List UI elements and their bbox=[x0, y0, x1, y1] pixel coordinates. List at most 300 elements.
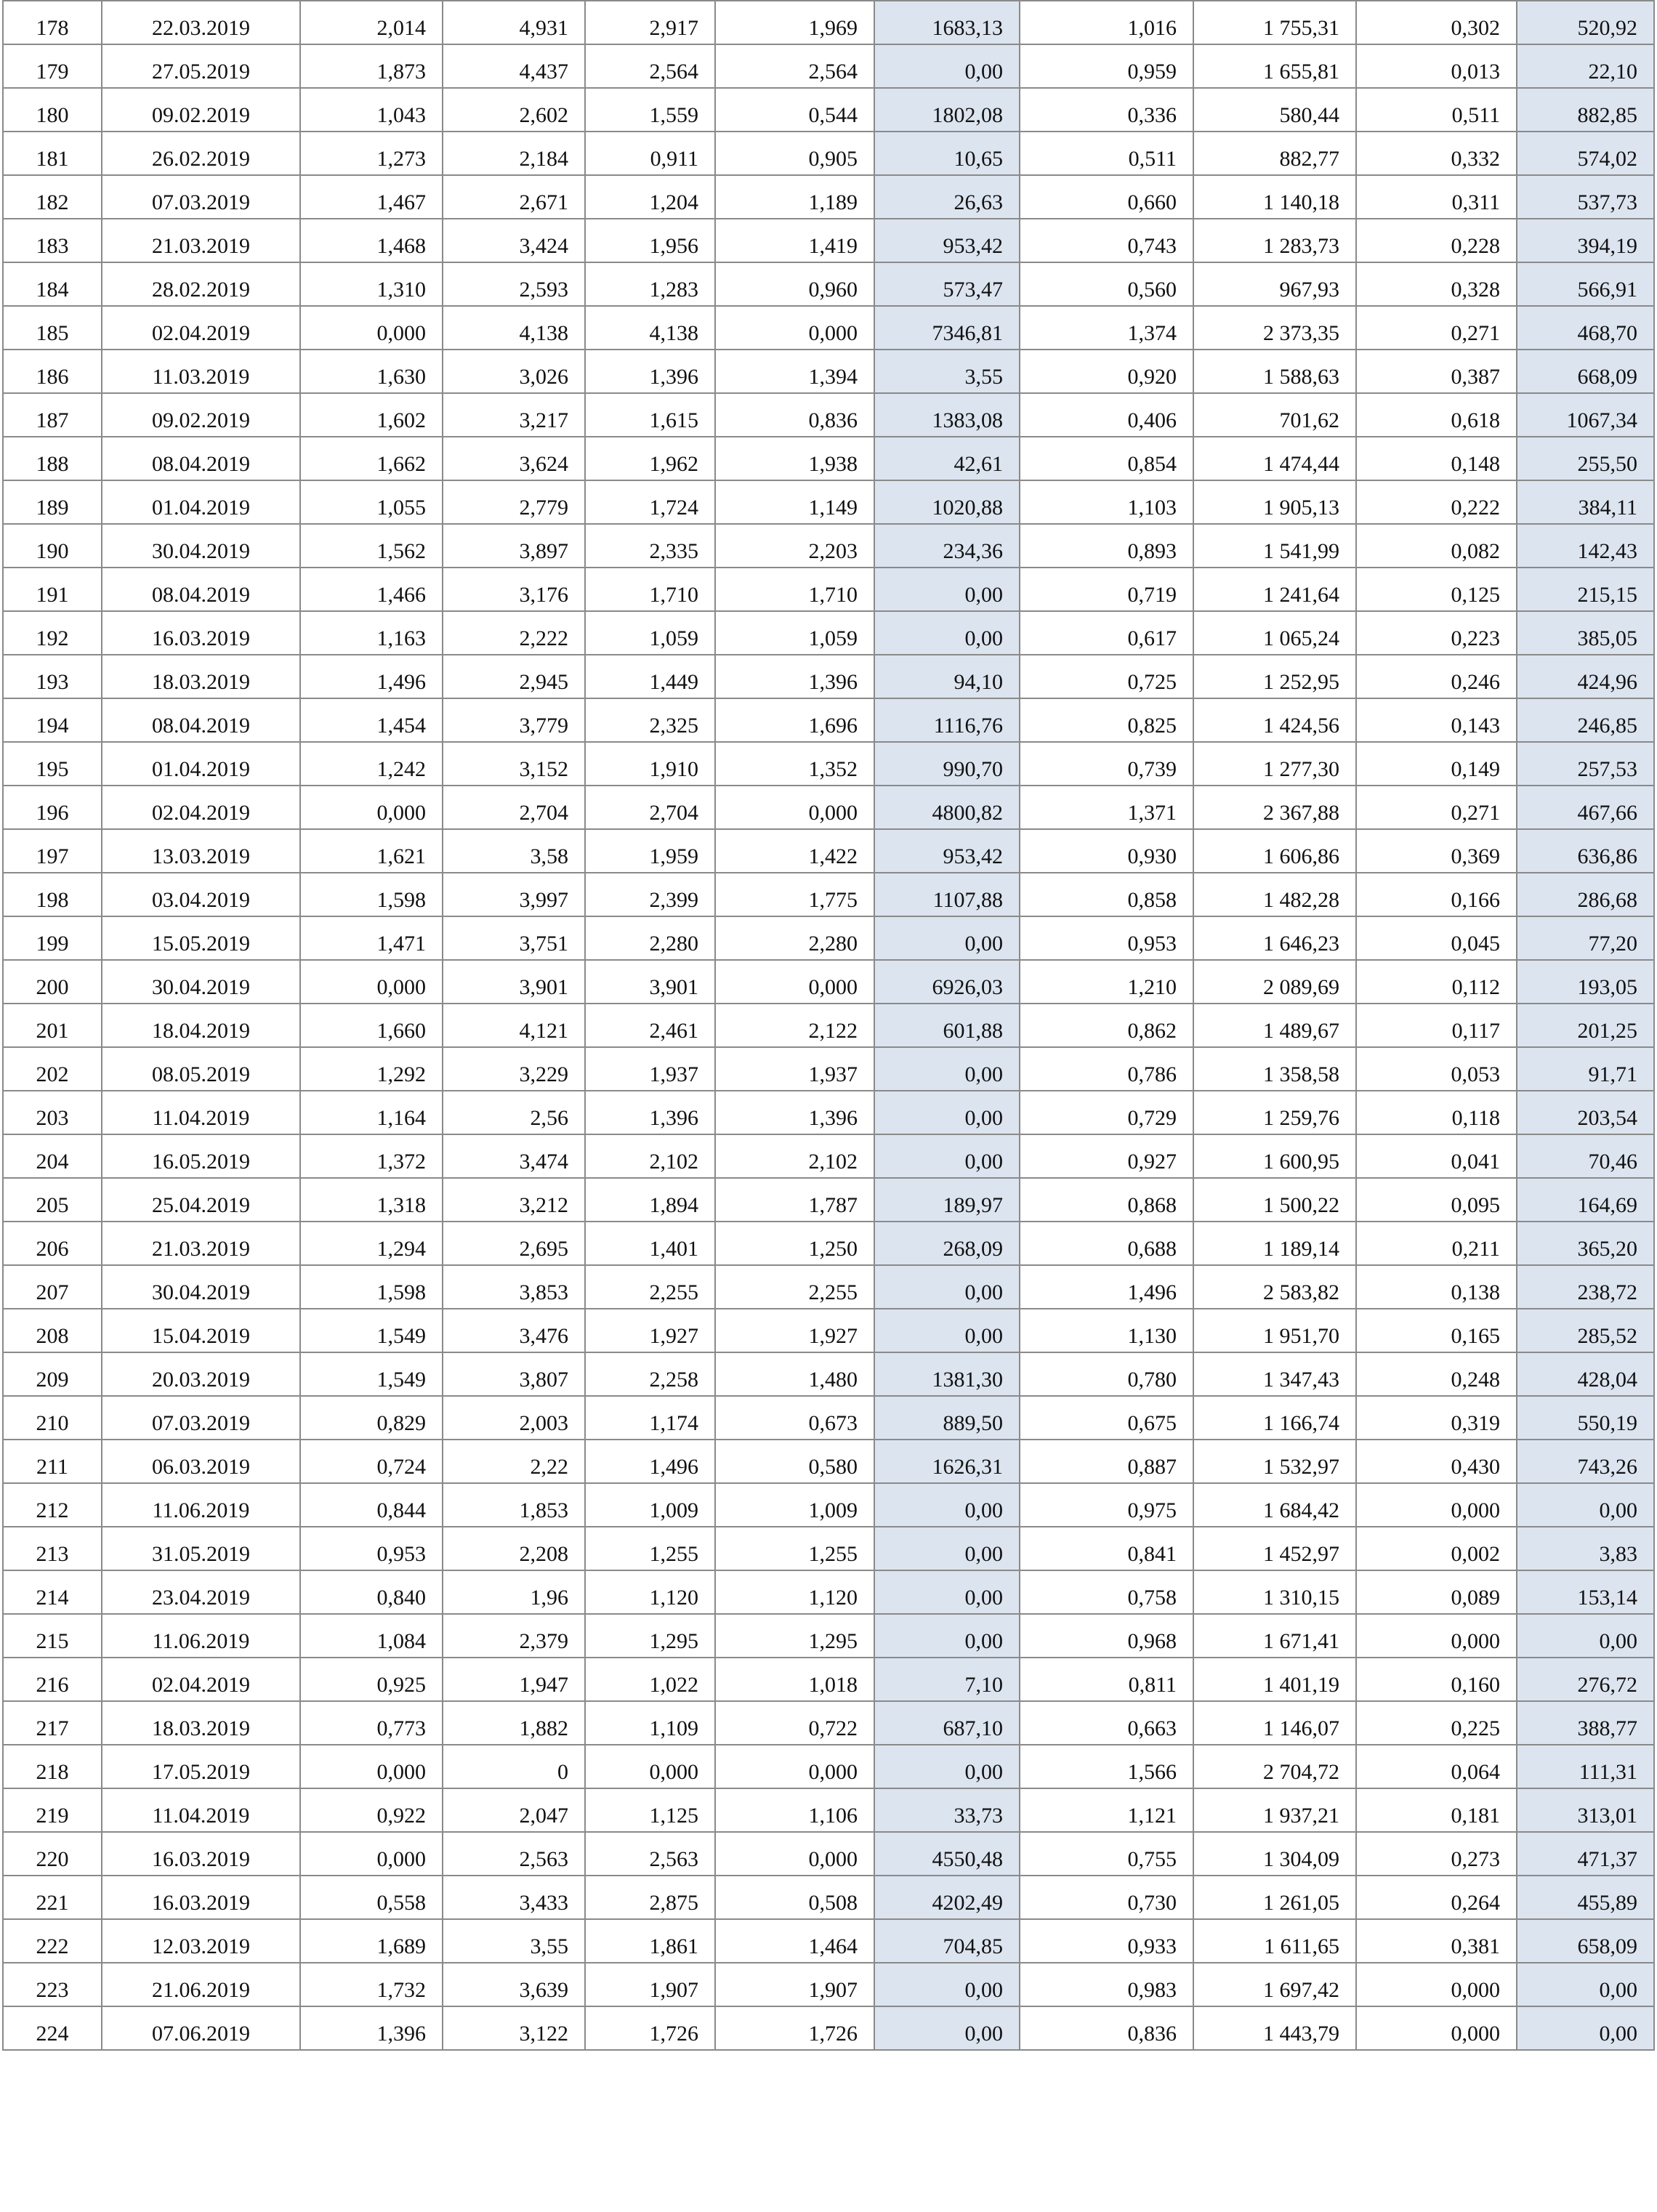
cell-col-e: 1,401 bbox=[585, 1222, 715, 1265]
cell-col-f: 1,352 bbox=[715, 742, 874, 786]
cell-col-f: 1,106 bbox=[715, 1788, 874, 1832]
cell-col-k: 257,53 bbox=[1517, 742, 1654, 786]
cell-col-e: 2,335 bbox=[585, 524, 715, 568]
table-row bbox=[3, 2006, 1654, 2050]
cell-col-g: 573,47 bbox=[874, 262, 1020, 306]
cell-col-c: 2,014 bbox=[300, 1, 443, 44]
table-row bbox=[3, 1963, 1654, 2006]
cell-col-i: 1 283,73 bbox=[1193, 219, 1356, 262]
cell-col-j: 0,125 bbox=[1356, 568, 1517, 611]
cell-col-i: 967,93 bbox=[1193, 262, 1356, 306]
cell-col-g: 189,97 bbox=[874, 1178, 1020, 1222]
cell-col-k: 428,04 bbox=[1517, 1352, 1654, 1396]
cell-col-d: 3,639 bbox=[443, 1963, 585, 2006]
cell-col-h: 0,953 bbox=[1020, 916, 1193, 960]
cell-col-j: 0,223 bbox=[1356, 611, 1517, 655]
cell-col-j: 0,369 bbox=[1356, 829, 1517, 873]
cell-date: 28.02.2019 bbox=[102, 262, 300, 306]
cell-col-f: 0,000 bbox=[715, 786, 874, 829]
cell-col-j: 0,319 bbox=[1356, 1396, 1517, 1440]
cell-col-f: 1,250 bbox=[715, 1222, 874, 1265]
cell-col-e: 1,449 bbox=[585, 655, 715, 698]
cell-col-g: 1683,13 bbox=[874, 1, 1020, 44]
cell-col-k: 77,20 bbox=[1517, 916, 1654, 960]
table-row bbox=[3, 88, 1654, 132]
cell-col-c: 1,084 bbox=[300, 1614, 443, 1658]
cell-col-i: 1 684,42 bbox=[1193, 1483, 1356, 1527]
table-row bbox=[3, 829, 1654, 873]
cell-col-e: 2,917 bbox=[585, 1, 715, 44]
cell-col-h: 0,663 bbox=[1020, 1701, 1193, 1745]
table-row bbox=[3, 611, 1654, 655]
cell-col-e: 2,563 bbox=[585, 1832, 715, 1876]
cell-col-k: 388,77 bbox=[1517, 1701, 1654, 1745]
cell-col-h: 1,121 bbox=[1020, 1788, 1193, 1832]
cell-col-k: 668,09 bbox=[1517, 350, 1654, 393]
cell-col-j: 0,089 bbox=[1356, 1570, 1517, 1614]
cell-col-i: 1 541,99 bbox=[1193, 524, 1356, 568]
cell-col-i: 1 347,43 bbox=[1193, 1352, 1356, 1396]
cell-col-g: 4800,82 bbox=[874, 786, 1020, 829]
cell-col-i: 1 065,24 bbox=[1193, 611, 1356, 655]
cell-col-g: 42,61 bbox=[874, 437, 1020, 480]
table-row bbox=[3, 1440, 1654, 1483]
cell-col-j: 0,064 bbox=[1356, 1745, 1517, 1788]
cell-col-g: 7,10 bbox=[874, 1658, 1020, 1701]
cell-col-h: 0,983 bbox=[1020, 1963, 1193, 2006]
cell-col-f: 1,938 bbox=[715, 437, 874, 480]
cell-col-c: 0,000 bbox=[300, 786, 443, 829]
cell-col-g: 0,00 bbox=[874, 1963, 1020, 2006]
cell-col-f: 0,000 bbox=[715, 1745, 874, 1788]
cell-row-number: 220 bbox=[3, 1832, 102, 1876]
cell-col-g: 234,36 bbox=[874, 524, 1020, 568]
cell-col-k: 455,89 bbox=[1517, 1876, 1654, 1919]
cell-col-i: 882,77 bbox=[1193, 132, 1356, 175]
cell-col-k: 22,10 bbox=[1517, 44, 1654, 88]
cell-col-j: 0,228 bbox=[1356, 219, 1517, 262]
cell-col-d: 3,424 bbox=[443, 219, 585, 262]
cell-col-c: 1,163 bbox=[300, 611, 443, 655]
cell-col-j: 0,430 bbox=[1356, 1440, 1517, 1483]
cell-row-number: 211 bbox=[3, 1440, 102, 1483]
cell-col-k: 566,91 bbox=[1517, 262, 1654, 306]
cell-col-d: 3,901 bbox=[443, 960, 585, 1004]
cell-col-e: 1,894 bbox=[585, 1178, 715, 1222]
cell-row-number: 190 bbox=[3, 524, 102, 568]
cell-col-h: 0,336 bbox=[1020, 88, 1193, 132]
cell-col-j: 0,112 bbox=[1356, 960, 1517, 1004]
cell-col-e: 1,109 bbox=[585, 1701, 715, 1745]
cell-col-g: 0,00 bbox=[874, 568, 1020, 611]
cell-col-h: 0,617 bbox=[1020, 611, 1193, 655]
table-row bbox=[3, 262, 1654, 306]
cell-col-e: 1,937 bbox=[585, 1047, 715, 1091]
cell-col-i: 2 089,69 bbox=[1193, 960, 1356, 1004]
cell-date: 30.04.2019 bbox=[102, 1265, 300, 1309]
cell-col-h: 0,811 bbox=[1020, 1658, 1193, 1701]
cell-col-h: 0,739 bbox=[1020, 742, 1193, 786]
cell-col-f: 1,009 bbox=[715, 1483, 874, 1527]
cell-col-d: 2,22 bbox=[443, 1440, 585, 1483]
cell-col-g: 0,00 bbox=[874, 2006, 1020, 2050]
cell-col-h: 0,854 bbox=[1020, 437, 1193, 480]
cell-col-j: 0,149 bbox=[1356, 742, 1517, 786]
cell-row-number: 210 bbox=[3, 1396, 102, 1440]
cell-col-c: 1,471 bbox=[300, 916, 443, 960]
table-row bbox=[3, 1658, 1654, 1701]
table-row bbox=[3, 306, 1654, 350]
cell-col-j: 0,000 bbox=[1356, 1483, 1517, 1527]
table-row bbox=[3, 1047, 1654, 1091]
cell-col-f: 1,696 bbox=[715, 698, 874, 742]
table-row bbox=[3, 1876, 1654, 1919]
cell-col-i: 1 474,44 bbox=[1193, 437, 1356, 480]
cell-col-h: 1,103 bbox=[1020, 480, 1193, 524]
table-row bbox=[3, 524, 1654, 568]
cell-date: 03.04.2019 bbox=[102, 873, 300, 916]
cell-col-d: 3,476 bbox=[443, 1309, 585, 1352]
cell-col-i: 1 452,97 bbox=[1193, 1527, 1356, 1570]
cell-col-h: 0,755 bbox=[1020, 1832, 1193, 1876]
table-row bbox=[3, 1527, 1654, 1570]
cell-col-f: 1,464 bbox=[715, 1919, 874, 1963]
cell-col-c: 0,922 bbox=[300, 1788, 443, 1832]
cell-col-d: 3,433 bbox=[443, 1876, 585, 1919]
cell-col-d: 3,229 bbox=[443, 1047, 585, 1091]
cell-col-k: 424,96 bbox=[1517, 655, 1654, 698]
cell-col-g: 94,10 bbox=[874, 655, 1020, 698]
cell-col-c: 1,689 bbox=[300, 1919, 443, 1963]
cell-col-h: 0,887 bbox=[1020, 1440, 1193, 1483]
cell-col-d: 3,176 bbox=[443, 568, 585, 611]
table-row bbox=[3, 1396, 1654, 1440]
cell-col-h: 0,786 bbox=[1020, 1047, 1193, 1091]
cell-col-e: 1,120 bbox=[585, 1570, 715, 1614]
cell-col-f: 1,927 bbox=[715, 1309, 874, 1352]
cell-col-k: 394,19 bbox=[1517, 219, 1654, 262]
table-row bbox=[3, 1832, 1654, 1876]
cell-col-h: 0,660 bbox=[1020, 175, 1193, 219]
cell-date: 07.06.2019 bbox=[102, 2006, 300, 2050]
cell-col-j: 0,117 bbox=[1356, 1004, 1517, 1047]
cell-row-number: 204 bbox=[3, 1134, 102, 1178]
cell-col-k: 0,00 bbox=[1517, 1483, 1654, 1527]
cell-col-e: 2,280 bbox=[585, 916, 715, 960]
cell-row-number: 203 bbox=[3, 1091, 102, 1134]
cell-date: 27.05.2019 bbox=[102, 44, 300, 88]
table-row bbox=[3, 175, 1654, 219]
cell-col-f: 1,394 bbox=[715, 350, 874, 393]
cell-row-number: 209 bbox=[3, 1352, 102, 1396]
cell-col-d: 3,217 bbox=[443, 393, 585, 437]
cell-col-f: 0,960 bbox=[715, 262, 874, 306]
cell-col-j: 0,225 bbox=[1356, 1701, 1517, 1745]
cell-col-e: 1,396 bbox=[585, 1091, 715, 1134]
cell-col-i: 1 655,81 bbox=[1193, 44, 1356, 88]
cell-col-h: 1,566 bbox=[1020, 1745, 1193, 1788]
table-row bbox=[3, 568, 1654, 611]
cell-row-number: 201 bbox=[3, 1004, 102, 1047]
cell-col-e: 2,255 bbox=[585, 1265, 715, 1309]
cell-col-i: 1 600,95 bbox=[1193, 1134, 1356, 1178]
cell-row-number: 221 bbox=[3, 1876, 102, 1919]
cell-row-number: 191 bbox=[3, 568, 102, 611]
cell-col-c: 0,558 bbox=[300, 1876, 443, 1919]
cell-date: 11.06.2019 bbox=[102, 1614, 300, 1658]
cell-col-e: 1,956 bbox=[585, 219, 715, 262]
cell-col-d: 4,931 bbox=[443, 1, 585, 44]
cell-col-d: 2,593 bbox=[443, 262, 585, 306]
cell-col-d: 2,704 bbox=[443, 786, 585, 829]
cell-col-g: 1116,76 bbox=[874, 698, 1020, 742]
cell-col-f: 2,564 bbox=[715, 44, 874, 88]
cell-date: 08.04.2019 bbox=[102, 698, 300, 742]
cell-col-c: 1,467 bbox=[300, 175, 443, 219]
table-body bbox=[3, 1, 1654, 2050]
cell-col-c: 1,372 bbox=[300, 1134, 443, 1178]
cell-col-c: 1,598 bbox=[300, 873, 443, 916]
cell-col-h: 0,841 bbox=[1020, 1527, 1193, 1570]
cell-date: 18.03.2019 bbox=[102, 1701, 300, 1745]
cell-col-i: 1 146,07 bbox=[1193, 1701, 1356, 1745]
cell-col-c: 1,496 bbox=[300, 655, 443, 698]
cell-col-k: 365,20 bbox=[1517, 1222, 1654, 1265]
cell-col-j: 0,273 bbox=[1356, 1832, 1517, 1876]
cell-col-e: 1,174 bbox=[585, 1396, 715, 1440]
cell-col-j: 0,002 bbox=[1356, 1527, 1517, 1570]
cell-col-h: 0,758 bbox=[1020, 1570, 1193, 1614]
cell-col-i: 1 588,63 bbox=[1193, 350, 1356, 393]
cell-col-d: 4,437 bbox=[443, 44, 585, 88]
cell-row-number: 196 bbox=[3, 786, 102, 829]
cell-col-h: 0,730 bbox=[1020, 1876, 1193, 1919]
cell-col-h: 0,825 bbox=[1020, 698, 1193, 742]
cell-col-k: 743,26 bbox=[1517, 1440, 1654, 1483]
cell-col-i: 580,44 bbox=[1193, 88, 1356, 132]
cell-col-g: 33,73 bbox=[874, 1788, 1020, 1832]
cell-col-h: 0,406 bbox=[1020, 393, 1193, 437]
cell-date: 01.04.2019 bbox=[102, 480, 300, 524]
cell-col-k: 193,05 bbox=[1517, 960, 1654, 1004]
cell-col-h: 0,743 bbox=[1020, 219, 1193, 262]
cell-row-number: 188 bbox=[3, 437, 102, 480]
cell-col-h: 0,675 bbox=[1020, 1396, 1193, 1440]
cell-col-d: 3,897 bbox=[443, 524, 585, 568]
cell-col-e: 1,125 bbox=[585, 1788, 715, 1832]
cell-col-i: 1 671,41 bbox=[1193, 1614, 1356, 1658]
cell-date: 08.04.2019 bbox=[102, 437, 300, 480]
cell-col-j: 0,148 bbox=[1356, 437, 1517, 480]
table-row bbox=[3, 698, 1654, 742]
cell-col-g: 4202,49 bbox=[874, 1876, 1020, 1919]
cell-date: 11.03.2019 bbox=[102, 350, 300, 393]
cell-col-d: 3,807 bbox=[443, 1352, 585, 1396]
table-row bbox=[3, 437, 1654, 480]
cell-col-c: 0,953 bbox=[300, 1527, 443, 1570]
cell-col-j: 0,165 bbox=[1356, 1309, 1517, 1352]
cell-row-number: 197 bbox=[3, 829, 102, 873]
cell-col-h: 0,933 bbox=[1020, 1919, 1193, 1963]
cell-col-e: 1,959 bbox=[585, 829, 715, 873]
cell-col-h: 1,210 bbox=[1020, 960, 1193, 1004]
cell-col-j: 0,387 bbox=[1356, 350, 1517, 393]
table-row bbox=[3, 1701, 1654, 1745]
cell-date: 16.03.2019 bbox=[102, 1832, 300, 1876]
cell-col-k: 537,73 bbox=[1517, 175, 1654, 219]
cell-col-e: 1,009 bbox=[585, 1483, 715, 1527]
cell-col-h: 0,893 bbox=[1020, 524, 1193, 568]
cell-col-j: 0,095 bbox=[1356, 1178, 1517, 1222]
cell-col-k: 550,19 bbox=[1517, 1396, 1654, 1440]
cell-col-i: 1 310,15 bbox=[1193, 1570, 1356, 1614]
cell-col-k: 0,00 bbox=[1517, 2006, 1654, 2050]
cell-col-c: 1,602 bbox=[300, 393, 443, 437]
cell-col-i: 1 646,23 bbox=[1193, 916, 1356, 960]
cell-col-h: 0,511 bbox=[1020, 132, 1193, 175]
cell-col-c: 1,164 bbox=[300, 1091, 443, 1134]
cell-col-c: 1,621 bbox=[300, 829, 443, 873]
cell-col-d: 3,026 bbox=[443, 350, 585, 393]
cell-col-f: 0,580 bbox=[715, 1440, 874, 1483]
cell-col-j: 0,248 bbox=[1356, 1352, 1517, 1396]
cell-col-g: 1383,08 bbox=[874, 393, 1020, 437]
cell-date: 21.03.2019 bbox=[102, 1222, 300, 1265]
table-row bbox=[3, 1004, 1654, 1047]
table-row bbox=[3, 480, 1654, 524]
cell-col-d: 3,212 bbox=[443, 1178, 585, 1222]
cell-col-e: 1,396 bbox=[585, 350, 715, 393]
cell-row-number: 182 bbox=[3, 175, 102, 219]
cell-col-e: 2,325 bbox=[585, 698, 715, 742]
cell-col-f: 1,189 bbox=[715, 175, 874, 219]
table-row bbox=[3, 393, 1654, 437]
cell-col-k: 882,85 bbox=[1517, 88, 1654, 132]
cell-col-j: 0,246 bbox=[1356, 655, 1517, 698]
data-table bbox=[2, 0, 1655, 2051]
cell-col-d: 4,138 bbox=[443, 306, 585, 350]
cell-date: 07.03.2019 bbox=[102, 175, 300, 219]
cell-col-c: 1,055 bbox=[300, 480, 443, 524]
cell-col-i: 1 489,67 bbox=[1193, 1004, 1356, 1047]
cell-col-e: 2,399 bbox=[585, 873, 715, 916]
cell-col-c: 1,598 bbox=[300, 1265, 443, 1309]
cell-col-g: 704,85 bbox=[874, 1919, 1020, 1963]
cell-col-i: 1 755,31 bbox=[1193, 1, 1356, 44]
cell-col-i: 1 166,74 bbox=[1193, 1396, 1356, 1440]
cell-col-j: 0,211 bbox=[1356, 1222, 1517, 1265]
cell-col-f: 1,295 bbox=[715, 1614, 874, 1658]
cell-col-j: 0,511 bbox=[1356, 88, 1517, 132]
cell-date: 17.05.2019 bbox=[102, 1745, 300, 1788]
cell-col-f: 1,120 bbox=[715, 1570, 874, 1614]
table-row bbox=[3, 1788, 1654, 1832]
cell-col-c: 0,000 bbox=[300, 306, 443, 350]
table-row bbox=[3, 1265, 1654, 1309]
cell-col-c: 0,829 bbox=[300, 1396, 443, 1440]
cell-date: 12.03.2019 bbox=[102, 1919, 300, 1963]
cell-row-number: 187 bbox=[3, 393, 102, 437]
cell-col-i: 1 482,28 bbox=[1193, 873, 1356, 916]
cell-date: 13.03.2019 bbox=[102, 829, 300, 873]
cell-col-h: 0,975 bbox=[1020, 1483, 1193, 1527]
cell-col-i: 2 583,82 bbox=[1193, 1265, 1356, 1309]
cell-col-h: 0,836 bbox=[1020, 2006, 1193, 2050]
cell-date: 21.06.2019 bbox=[102, 1963, 300, 2006]
cell-date: 15.04.2019 bbox=[102, 1309, 300, 1352]
cell-col-j: 0,222 bbox=[1356, 480, 1517, 524]
cell-col-k: 471,37 bbox=[1517, 1832, 1654, 1876]
cell-date: 02.04.2019 bbox=[102, 786, 300, 829]
cell-col-c: 0,925 bbox=[300, 1658, 443, 1701]
cell-date: 15.05.2019 bbox=[102, 916, 300, 960]
cell-col-h: 0,920 bbox=[1020, 350, 1193, 393]
table-row bbox=[3, 1919, 1654, 1963]
cell-col-i: 1 189,14 bbox=[1193, 1222, 1356, 1265]
table-row bbox=[3, 655, 1654, 698]
cell-col-g: 687,10 bbox=[874, 1701, 1020, 1745]
cell-col-c: 0,773 bbox=[300, 1701, 443, 1745]
cell-col-d: 3,58 bbox=[443, 829, 585, 873]
cell-date: 08.05.2019 bbox=[102, 1047, 300, 1091]
cell-col-k: 246,85 bbox=[1517, 698, 1654, 742]
cell-col-i: 1 304,09 bbox=[1193, 1832, 1356, 1876]
cell-col-d: 2,184 bbox=[443, 132, 585, 175]
cell-col-d: 3,751 bbox=[443, 916, 585, 960]
cell-col-g: 0,00 bbox=[874, 44, 1020, 88]
cell-col-j: 0,000 bbox=[1356, 2006, 1517, 2050]
cell-col-j: 0,302 bbox=[1356, 1, 1517, 44]
cell-row-number: 202 bbox=[3, 1047, 102, 1091]
table-row bbox=[3, 1309, 1654, 1352]
cell-date: 08.04.2019 bbox=[102, 568, 300, 611]
cell-col-h: 0,780 bbox=[1020, 1352, 1193, 1396]
cell-col-g: 0,00 bbox=[874, 916, 1020, 960]
cell-row-number: 224 bbox=[3, 2006, 102, 2050]
cell-col-d: 2,047 bbox=[443, 1788, 585, 1832]
cell-row-number: 223 bbox=[3, 1963, 102, 2006]
table-row bbox=[3, 916, 1654, 960]
cell-date: 09.02.2019 bbox=[102, 393, 300, 437]
cell-col-h: 0,930 bbox=[1020, 829, 1193, 873]
cell-date: 25.04.2019 bbox=[102, 1178, 300, 1222]
table-row bbox=[3, 1614, 1654, 1658]
cell-col-c: 0,724 bbox=[300, 1440, 443, 1483]
cell-col-k: 164,69 bbox=[1517, 1178, 1654, 1222]
cell-col-g: 6926,03 bbox=[874, 960, 1020, 1004]
cell-col-j: 0,264 bbox=[1356, 1876, 1517, 1919]
cell-col-k: 201,25 bbox=[1517, 1004, 1654, 1047]
cell-col-e: 1,559 bbox=[585, 88, 715, 132]
cell-col-f: 0,722 bbox=[715, 1701, 874, 1745]
cell-col-e: 1,255 bbox=[585, 1527, 715, 1570]
cell-col-c: 1,466 bbox=[300, 568, 443, 611]
cell-col-d: 1,96 bbox=[443, 1570, 585, 1614]
cell-col-f: 1,396 bbox=[715, 655, 874, 698]
cell-row-number: 195 bbox=[3, 742, 102, 786]
table-row bbox=[3, 742, 1654, 786]
cell-date: 02.04.2019 bbox=[102, 306, 300, 350]
cell-row-number: 212 bbox=[3, 1483, 102, 1527]
cell-col-g: 1802,08 bbox=[874, 88, 1020, 132]
cell-col-f: 1,775 bbox=[715, 873, 874, 916]
cell-col-f: 2,255 bbox=[715, 1265, 874, 1309]
cell-col-e: 1,910 bbox=[585, 742, 715, 786]
cell-col-j: 0,082 bbox=[1356, 524, 1517, 568]
cell-col-c: 1,454 bbox=[300, 698, 443, 742]
cell-col-e: 1,022 bbox=[585, 1658, 715, 1701]
cell-col-k: 0,00 bbox=[1517, 1963, 1654, 2006]
